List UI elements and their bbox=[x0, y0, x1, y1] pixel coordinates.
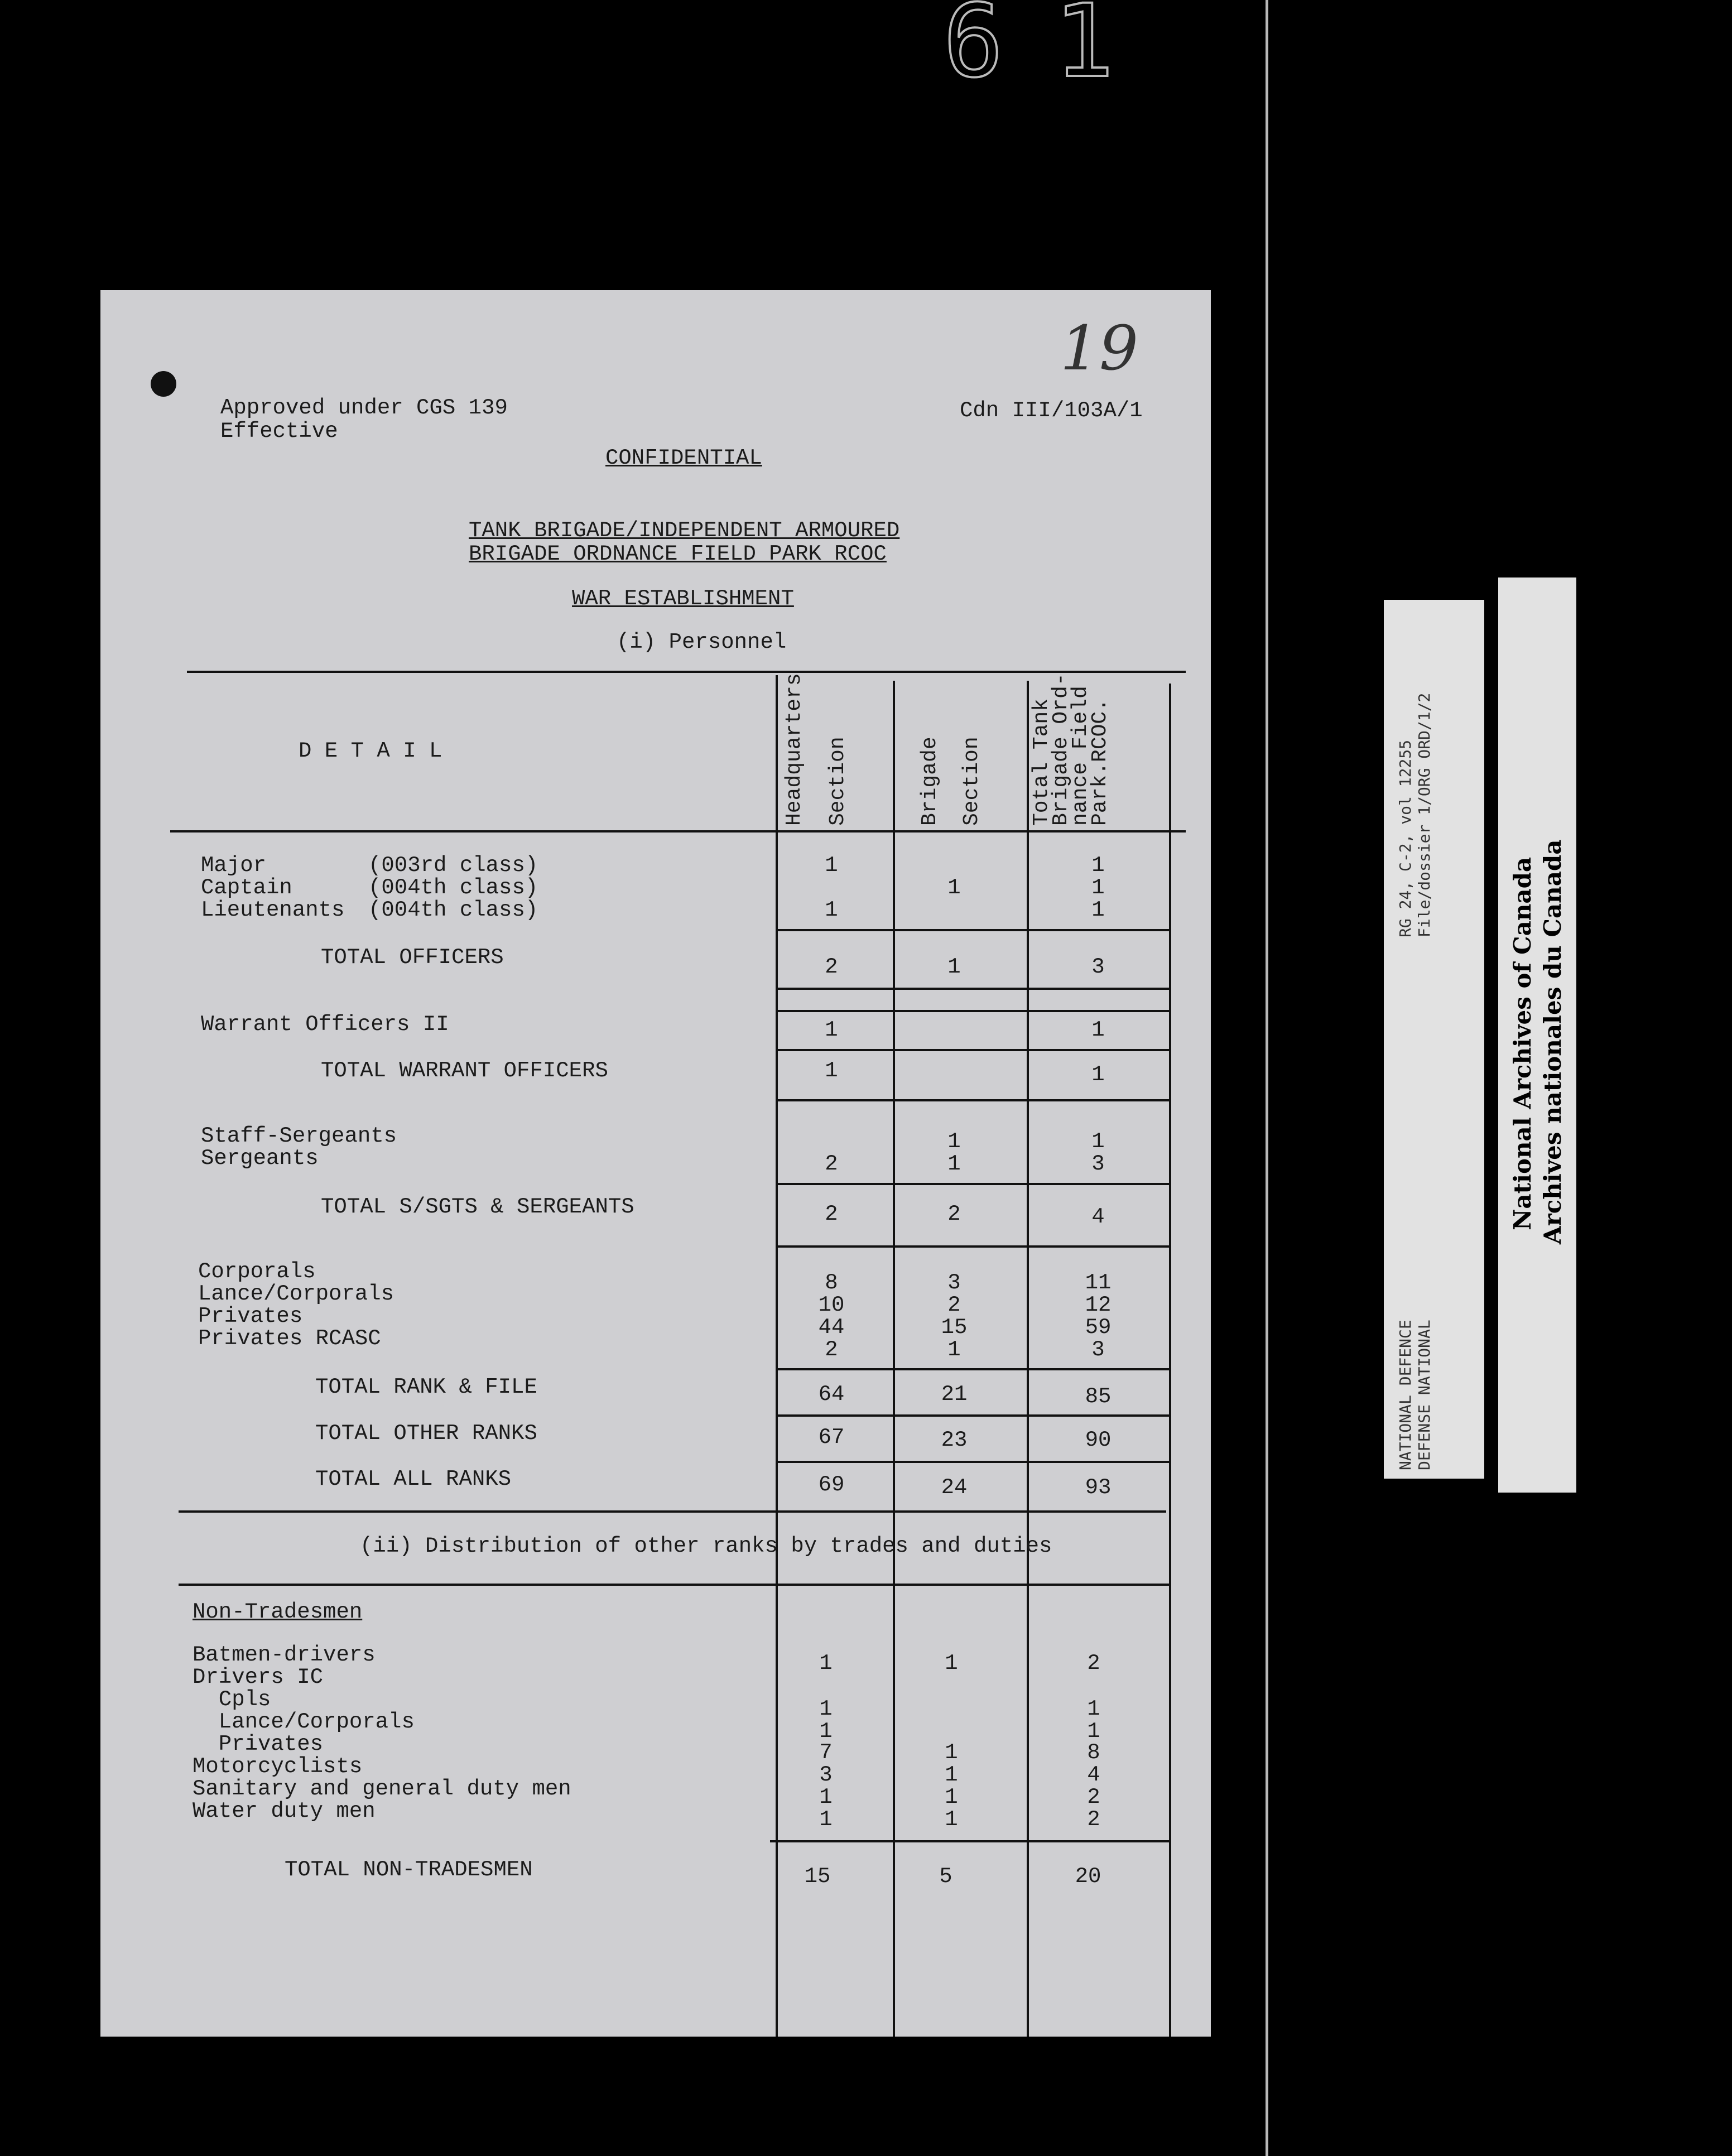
total-all-bde: 24 bbox=[941, 1475, 968, 1500]
row-motorcyclists-label: Motorcyclists bbox=[193, 1754, 363, 1779]
total-all-total: 93 bbox=[1085, 1475, 1112, 1500]
row-water-duty-hq: 1 bbox=[819, 1807, 833, 1832]
row-major-total: 1 bbox=[1091, 853, 1105, 878]
row-drv-privates-total: 8 bbox=[1087, 1740, 1100, 1765]
row-captain-label: Captain bbox=[201, 875, 292, 900]
title-line-1: TANK BRIGADE/INDEPENDENT ARMOURED bbox=[469, 518, 900, 543]
row-drv-privates-label: Privates bbox=[193, 1732, 324, 1756]
total-sgts-label: TOTAL S/SGTS & SERGEANTS bbox=[321, 1195, 634, 1219]
col-bde-line2: Section bbox=[960, 737, 984, 826]
section2-rule bbox=[179, 1584, 1169, 1586]
total-officers-total: 3 bbox=[1091, 955, 1105, 979]
row-lance-corporals-bde: 2 bbox=[947, 1293, 961, 1317]
archive-reference-label bbox=[1384, 600, 1484, 1479]
total-non-tradesmen-hq: 15 bbox=[804, 1864, 831, 1889]
dept-line2: DEFENSE NATIONAL bbox=[1415, 1320, 1433, 1470]
row-batmen-label: Batmen-drivers bbox=[193, 1643, 376, 1667]
section-rule bbox=[179, 1510, 1166, 1513]
row-wo2-hq: 1 bbox=[825, 1018, 838, 1042]
total-rank-file-total: 85 bbox=[1085, 1384, 1112, 1409]
row-batmen-hq: 1 bbox=[819, 1651, 833, 1676]
row-lance-corporals-hq: 10 bbox=[818, 1293, 845, 1317]
col-total-line1: Total Tank bbox=[1029, 698, 1053, 826]
row-lieutenants-total: 1 bbox=[1091, 898, 1105, 922]
col-divider-1 bbox=[776, 675, 778, 2037]
row-privates-hq: 44 bbox=[818, 1315, 845, 1340]
header-bottom-rule bbox=[170, 830, 1186, 832]
col-total-line3: nance Field bbox=[1069, 686, 1093, 826]
total-all-hq: 69 bbox=[818, 1472, 845, 1497]
total-non-tradesmen-bde: 5 bbox=[939, 1864, 952, 1889]
row-drv-lance-hq: 1 bbox=[819, 1719, 833, 1744]
national-archives-label bbox=[1498, 578, 1576, 1493]
rule bbox=[776, 1049, 1169, 1051]
row-captain-bde: 1 bbox=[947, 875, 961, 900]
row-motorcyclists-bde: 1 bbox=[945, 1763, 958, 1787]
row-sgt-total: 3 bbox=[1091, 1152, 1105, 1176]
archives-name-fr: Archives nationales du Canada bbox=[1539, 839, 1566, 1244]
total-non-tradesmen-label: TOTAL NON-TRADESMEN bbox=[285, 1857, 533, 1882]
row-cpls-total: 1 bbox=[1087, 1697, 1100, 1721]
row-lieutenants-class: (004th class) bbox=[368, 898, 538, 922]
row-lance-corporals-label: Lance/Corporals bbox=[198, 1282, 394, 1306]
row-ssgt-total: 1 bbox=[1091, 1129, 1105, 1154]
archive-ref-line1: RG 24, C-2, vol 12255 bbox=[1396, 739, 1415, 937]
row-privates-bde: 15 bbox=[941, 1315, 968, 1340]
frame-number: 61 bbox=[943, 0, 1165, 100]
archives-name-en: National Archives of Canada bbox=[1509, 856, 1536, 1230]
approval-line: Approved under CGS 139 bbox=[220, 396, 508, 420]
total-other-hq: 67 bbox=[818, 1425, 845, 1450]
row-motorcyclists-total: 4 bbox=[1087, 1763, 1100, 1787]
rule bbox=[776, 1245, 1169, 1248]
row-corporals-label: Corporals bbox=[198, 1259, 316, 1284]
row-ssgt-bde: 1 bbox=[947, 1129, 961, 1154]
archive-ref-line2: File/dossier 1/ORG ORD/1/2 bbox=[1415, 692, 1433, 937]
col-hq-line2: Section bbox=[826, 737, 850, 826]
row-corporals-bde: 3 bbox=[947, 1270, 961, 1295]
row-major-label: Major bbox=[201, 853, 267, 878]
col-divider-4 bbox=[1169, 684, 1171, 2037]
section-distribution: (ii) Distribution of other ranks by trades and duties bbox=[360, 1534, 1052, 1558]
col-divider-2 bbox=[893, 681, 895, 2037]
row-sanitary-hq: 1 bbox=[819, 1785, 833, 1810]
detail-header: D E T A I L bbox=[299, 739, 442, 763]
total-sgts-hq: 2 bbox=[825, 1202, 838, 1226]
col-hq-line1: Headquarters bbox=[782, 673, 806, 826]
row-lieutenants-hq: 1 bbox=[825, 898, 838, 922]
row-cpls-hq: 1 bbox=[819, 1697, 833, 1721]
total-rank-file-label: TOTAL RANK & FILE bbox=[315, 1375, 537, 1399]
rule bbox=[776, 1099, 1169, 1101]
row-wo2-label: Warrant Officers II bbox=[201, 1012, 449, 1037]
col-divider-3 bbox=[1027, 681, 1029, 2037]
total-officers-label: TOTAL OFFICERS bbox=[321, 945, 504, 970]
row-major-class: (003rd class) bbox=[368, 853, 538, 878]
total-wo-hq: 1 bbox=[825, 1058, 838, 1083]
classification: CONFIDENTIAL bbox=[605, 446, 762, 470]
reference-number: Cdn III/103A/1 bbox=[960, 398, 1143, 423]
row-privates-rcasc-total: 3 bbox=[1091, 1337, 1105, 1362]
row-corporals-total: 11 bbox=[1085, 1270, 1112, 1295]
row-motorcyclists-hq: 3 bbox=[819, 1763, 833, 1787]
row-sgt-label: Sergeants bbox=[201, 1146, 319, 1171]
row-captain-class: (004th class) bbox=[368, 875, 538, 900]
total-other-bde: 23 bbox=[941, 1428, 968, 1452]
rule bbox=[776, 929, 1169, 931]
row-drv-lance-label: Lance/Corporals bbox=[193, 1710, 415, 1734]
row-sanitary-label: Sanitary and general duty men bbox=[193, 1777, 571, 1801]
punch-hole bbox=[151, 371, 176, 397]
row-lance-corporals-total: 12 bbox=[1085, 1293, 1112, 1317]
row-privates-rcasc-label: Privates RCASC bbox=[198, 1326, 381, 1351]
rule bbox=[776, 988, 1169, 990]
total-other-total: 90 bbox=[1085, 1428, 1112, 1452]
total-wo-total: 1 bbox=[1091, 1062, 1105, 1087]
row-batmen-total: 2 bbox=[1087, 1651, 1100, 1676]
total-officers-hq: 2 bbox=[825, 955, 838, 979]
row-corporals-hq: 8 bbox=[825, 1270, 838, 1295]
folio-number: 19 bbox=[1060, 312, 1138, 384]
total-sgts-total: 4 bbox=[1091, 1205, 1105, 1229]
row-cpls-label: Cpls bbox=[193, 1687, 271, 1712]
row-water-duty-bde: 1 bbox=[945, 1807, 958, 1832]
row-sanitary-bde: 1 bbox=[945, 1785, 958, 1810]
col-total-line2: Brigade Ord- bbox=[1049, 673, 1073, 826]
row-lieutenants-label: Lieutenants bbox=[201, 898, 345, 922]
section-personnel: (i) Personnel bbox=[617, 630, 787, 654]
row-privates-total: 59 bbox=[1085, 1315, 1112, 1340]
row-sanitary-total: 2 bbox=[1087, 1785, 1100, 1810]
row-drv-privates-hq: 7 bbox=[819, 1740, 833, 1765]
effective-line: Effective bbox=[220, 419, 338, 444]
film-edge-line bbox=[1266, 0, 1268, 2156]
rule bbox=[770, 1840, 1169, 1842]
rule bbox=[776, 1414, 1169, 1417]
row-wo2-total: 1 bbox=[1091, 1018, 1105, 1042]
row-drivers-ic-label: Drivers IC bbox=[193, 1665, 324, 1690]
total-other-label: TOTAL OTHER RANKS bbox=[315, 1421, 537, 1446]
row-privates-rcasc-bde: 1 bbox=[947, 1337, 961, 1362]
row-water-duty-label: Water duty men bbox=[193, 1799, 376, 1823]
row-sgt-hq: 2 bbox=[825, 1152, 838, 1176]
rule bbox=[776, 1010, 1169, 1012]
total-officers-bde: 1 bbox=[947, 955, 961, 979]
rule bbox=[776, 1368, 1169, 1370]
rule bbox=[776, 1183, 1169, 1185]
total-all-label: TOTAL ALL RANKS bbox=[315, 1467, 512, 1491]
title-line-2: BRIGADE ORDNANCE FIELD PARK RCOC bbox=[469, 542, 887, 566]
col-total-line4: Park.RCOC. bbox=[1088, 698, 1112, 826]
total-non-tradesmen-total: 20 bbox=[1075, 1864, 1101, 1889]
total-rank-file-hq: 64 bbox=[818, 1382, 845, 1407]
row-drv-lance-total: 1 bbox=[1087, 1719, 1100, 1744]
row-water-duty-total: 2 bbox=[1087, 1807, 1100, 1832]
document-subtitle: WAR ESTABLISHMENT bbox=[572, 586, 794, 611]
row-privates-label: Privates bbox=[198, 1304, 303, 1329]
row-drv-privates-bde: 1 bbox=[945, 1740, 958, 1765]
row-batmen-bde: 1 bbox=[945, 1651, 958, 1676]
row-ssgt-label: Staff-Sergeants bbox=[201, 1124, 397, 1148]
table-top-rule bbox=[187, 671, 1186, 673]
document-page bbox=[100, 290, 1211, 2037]
row-sgt-bde: 1 bbox=[947, 1152, 961, 1176]
total-wo-label: TOTAL WARRANT OFFICERS bbox=[321, 1058, 608, 1083]
row-major-hq: 1 bbox=[825, 853, 838, 878]
row-captain-total: 1 bbox=[1091, 875, 1105, 900]
rule bbox=[776, 1461, 1169, 1463]
dept-line1: NATIONAL DEFENCE bbox=[1396, 1320, 1415, 1470]
total-sgts-bde: 2 bbox=[947, 1202, 961, 1226]
group-non-tradesmen: Non-Tradesmen bbox=[193, 1600, 363, 1624]
col-bde-line1: Brigade bbox=[918, 737, 942, 826]
row-privates-rcasc-hq: 2 bbox=[825, 1337, 838, 1362]
total-rank-file-bde: 21 bbox=[941, 1382, 968, 1407]
